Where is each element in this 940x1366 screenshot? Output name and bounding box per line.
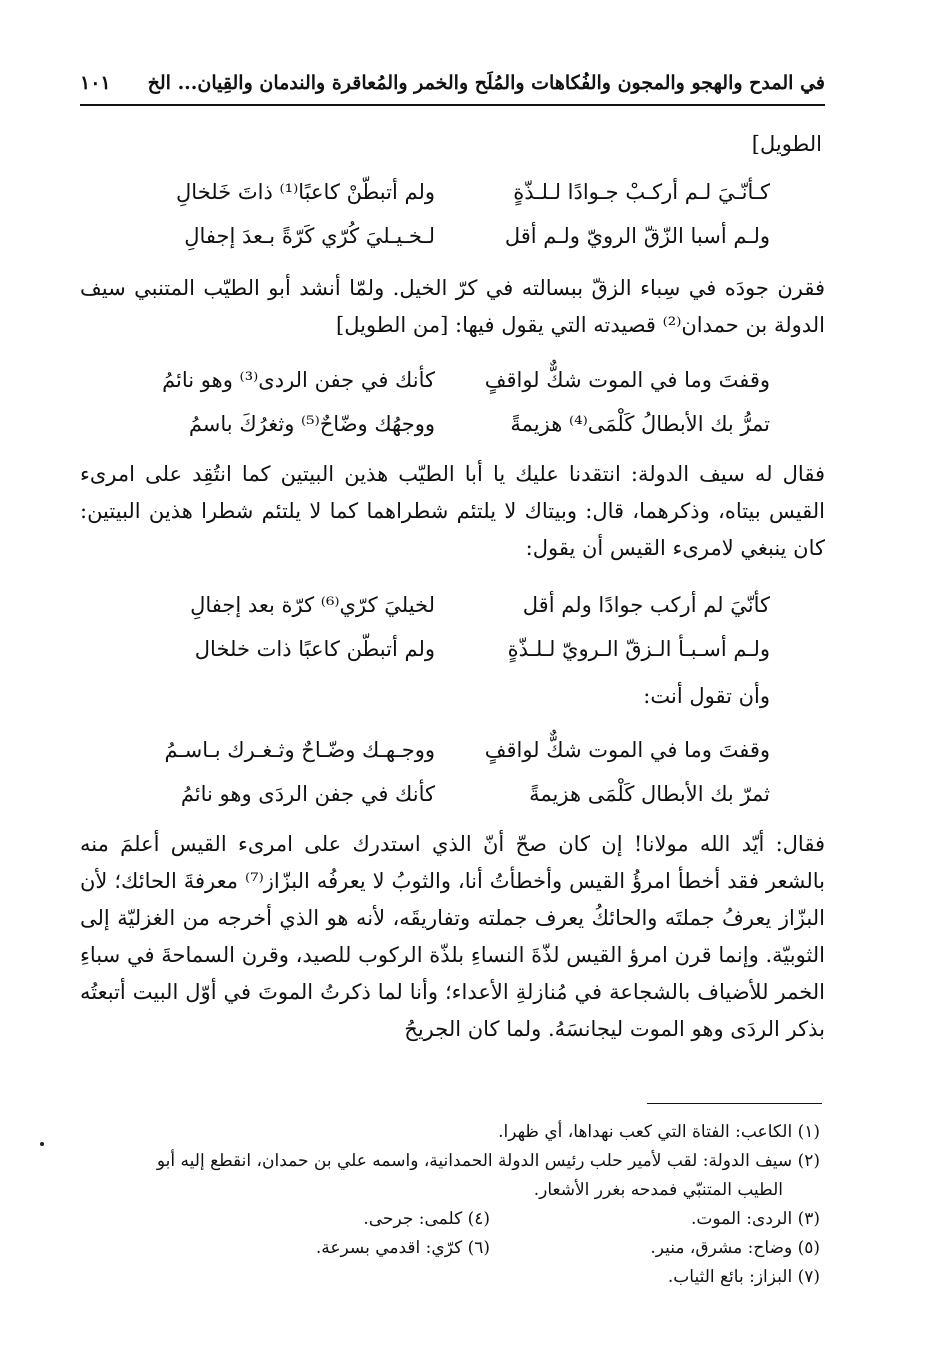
footnote-4: (٤) كلمى: جرحى. xyxy=(363,1209,490,1229)
footnotes xyxy=(90,1118,820,1292)
footnote-5: (٥) وضاح: مشرق، منير. xyxy=(650,1238,820,1258)
footnote-rule xyxy=(647,1103,822,1104)
paragraph-1: فقرن جودَه في سِباء الزقّ ببسالته في كرّ الخيل. ولمّا أنشد أبو الطيّب المتنبي سيف الدولة بن حمدان⁽²⁾ قصيدته التي يقول فيها: [من الطويل] xyxy=(80,276,825,337)
verse-block-1 xyxy=(135,170,770,258)
running-header xyxy=(80,66,825,100)
header-rule xyxy=(80,104,825,106)
footnote-1: (١) الكاعب: الفتاة التي كعب نهداها، أي ظهرا. xyxy=(498,1122,820,1142)
page-number: ١٠١ xyxy=(80,72,111,94)
second-hemistich: لخيليَ كرّي⁽⁶⁾ كرّة بعد إجفالِ xyxy=(190,593,435,617)
first-hemistich: ولـم أسبا الزّقّ الرويّ ولـم أقل xyxy=(504,224,770,248)
second-hemistich: ووجهُك وضّاحٌ⁽⁵⁾ وثغرُكَ باسمُ xyxy=(188,412,435,436)
footnote-7: (٧) البزاز: بائع الثياب. xyxy=(667,1267,820,1287)
second-hemistich: ولم أتبطّنْ كاعبًا⁽¹⁾ ذاتَ خَلخالِ xyxy=(176,180,435,204)
footnote-2-continued: الطيب المتنبّي فمدحه بغرر الأشعار. xyxy=(533,1180,783,1200)
verse-line xyxy=(135,214,770,258)
footnote-2: (٢) سيف الدولة: لقب لأمير حلب رئيس الدولة الحمدانية، واسمه علي بن حمدان، انقطع إليه أبو xyxy=(156,1151,820,1171)
meter-label: الطويل] xyxy=(751,132,822,156)
first-hemistich: تمرُّ بك الأبطالُ كَلْمَى⁽⁴⁾ هزيمةً xyxy=(510,412,770,436)
second-hemistich: لـخـيـليَ كُرّي كَرّةً بـعدَ إجفالِ xyxy=(184,224,435,248)
speck-mark xyxy=(40,1142,44,1146)
verse-block-2 xyxy=(135,358,770,446)
first-hemistich: وقفتَ وما في الموت شكٌّ لواقفٍ xyxy=(484,368,770,392)
second-hemistich: ولم أتبطّن كاعبًا ذات خلخال xyxy=(194,637,435,661)
second-hemistich: كأنك في جفن الردى⁽³⁾ وهو نائمُ xyxy=(162,368,435,392)
verse-line xyxy=(135,402,770,446)
verse-line xyxy=(135,728,770,772)
footnote-3: (٣) الردى: الموت. xyxy=(690,1209,820,1229)
verse-line xyxy=(135,358,770,402)
first-hemistich: ولـم أسـبـأ الـزقّ الـرويّ لـلـذّةٍ xyxy=(507,637,770,661)
verse-block-4 xyxy=(135,728,770,816)
first-hemistich: وقفتَ وما في الموت شكٌّ لواقفٍ xyxy=(484,738,770,762)
first-hemistich: كأنّيَ لم أركب جوادًا ولم أقل xyxy=(522,593,770,617)
header-title: في المدح والهجو والمجون والفُكاهات والمُلَح والخمر والمُعاقرة والندمان والقِيان... الخ xyxy=(147,72,825,94)
verse-line xyxy=(135,627,770,671)
footnote-row xyxy=(90,1234,820,1263)
footnote-row xyxy=(90,1205,820,1234)
verse-line xyxy=(135,583,770,627)
footnote-6: (٦) كرّي: اقدمي بسرعة. xyxy=(315,1238,490,1258)
verse-block-3 xyxy=(135,583,770,671)
verse-line xyxy=(135,170,770,214)
first-hemistich: كـأنّـيَ لـم أركـبْ جـوادًا لـلـذّةٍ xyxy=(513,180,770,204)
verse-line xyxy=(135,772,770,816)
paragraph-3: فقال: أيّد الله مولانا! إن كان صحّ أنّ الذي استدرك على امرىء القيس أعلمَ منه بالشعر فقد أخطأ امرؤُ القيس وأخطأتُ أنا، والثوبُ لا يعرفُه البزّاز⁽⁷⁾ معرفةَ الحائك؛ لأن البزّاز يعرفُ جملتَه والحائكُ يعرف جملته وتفاريقَه، لأنه هو الذي أخرجه من الغزليّة إلى الثوبيّة. وإنما قرن امرؤ القيس لذّةَ النساءِ بلذّة الركوب للصيد، وقرن السماحةَ في سباءِ الخمر للأضياف بالشجاعة في مُنازلةِ الأعداء؛ وأنا لما ذكرتُ الموتَ في أوّل البيت أتبعتُه بذكر الردَى وهو الموت ليجانسَهُ. ولما كان الجريحُ xyxy=(80,832,825,1041)
plain-line: وأن تقول أنت: xyxy=(643,684,770,708)
paragraph-2: فقال له سيف الدولة: انتقدنا عليك يا أبا الطيّب هذين البيتين كما انتُقِد على امرىء القيس بيتاه، وذكرهما، قال: وبيتاك لا يلتئم شطراهما كما لا يلتئم شطرا هذين البيتين: كان ينبغي لامرىء القيس أن يقول: xyxy=(80,462,825,560)
second-hemistich: ووجـهـك وضّـاحٌ وثـغـرك بـاسـمُ xyxy=(164,738,435,762)
second-hemistich: كأنك في جفن الردَى وهو نائمُ xyxy=(180,782,435,806)
first-hemistich: ثمرّ بك الأبطال كَلْمَى هزيمةً xyxy=(529,782,770,806)
